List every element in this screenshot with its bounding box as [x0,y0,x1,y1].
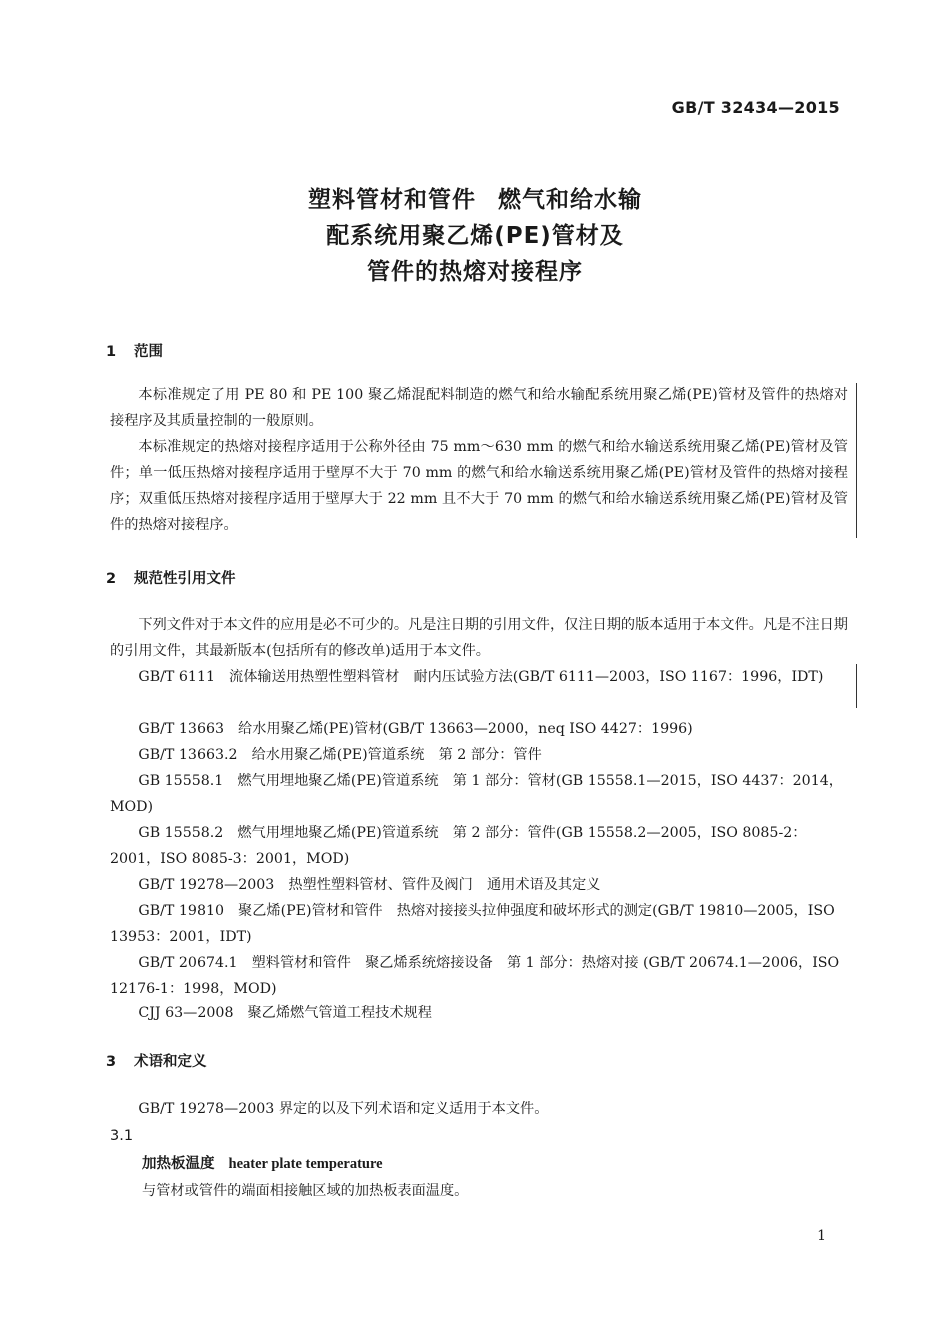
section-1-number: 1 [106,344,117,360]
reference-code: GB/T 20674.1 [138,955,238,971]
reference-item [110,768,848,820]
reference-text: 给水用聚乙烯(PE)管道系统 第 2 部分：管件 [251,747,542,763]
section-3-title: 术语和定义 [134,1054,207,1070]
section-1-paragraph-1: 本标准规定了用 PE 80 和 PE 100 聚乙烯混配料制造的燃气和给水输配系统用聚乙烯(PE)管材及管件的热熔对接程序及其质量控制的一般原则。 [110,387,848,429]
term-chinese: 加热板温度 [142,1156,215,1172]
section-3-number: 3 [106,1054,117,1070]
change-bar [856,383,857,538]
page-number: 1 [817,1228,826,1244]
section-1-paragraph-2: 本标准规定的热熔对接程序适用于公称外径由 75 mm～630 mm 的燃气和给水输送系统用聚乙烯(PE)管材及管件；单一低压热熔对接程序适用于壁厚不大于 70 mm 的燃气和给水输送系统用聚乙烯(PE)管材及管件的热熔对接程序；双重低压热熔对接程序适用于壁厚大于 22 mm 且不大于 70 mm 的燃气和给水输送系统用聚乙烯(PE)管材及管件的热熔对接程序。 [110,439,848,533]
term-heading [142,1152,383,1173]
reference-item [110,1000,848,1026]
reference-code: GB/T 19278—2003 [138,877,275,893]
reference-code: GB/T 19810 [138,903,225,919]
reference-code: GB 15558.1 [138,773,224,789]
subclause-number: 3.1 [110,1128,134,1144]
term-definition: 与管材或管件的端面相接触区域的加热板表面温度。 [142,1183,469,1199]
reference-code: GB/T 13663.2 [138,747,238,763]
title-line-1 [0,182,950,218]
reference-item [110,742,848,768]
reference-text: 燃气用埋地聚乙烯(PE)管道系统 第 1 部分：管材(GB 15558.1—2015，ISO 4437：2014，MOD) [110,773,843,815]
standard-number: GB/T 32434—2015 [671,98,840,117]
reference-item [110,950,848,1002]
section-3-intro: GB/T 19278—2003 界定的以及下列术语和定义适用于本文件。 [138,1101,549,1117]
reference-text: 热塑性塑料管材、管件及阀门 通用术语及其定义 [288,877,601,893]
title-line-2: 配系统用聚乙烯(PE)管材及 [326,223,624,249]
reference-text: 给水用聚乙烯(PE)管材(GB/T 13663—2000，neq ISO 4427：1996) [238,721,693,737]
title-line-1b: 燃气和给水输 [498,187,642,213]
section-2-number: 2 [106,571,117,587]
reference-code: GB/T 13663 [138,721,225,737]
reference-text: 聚乙烯燃气管道工程技术规程 [247,1005,432,1021]
reference-item [110,664,848,690]
section-1-heading [106,340,163,361]
reference-text: 流体输送用热塑性塑料管材 耐内压试验方法(GB/T 6111—2003，ISO 1167：1996，IDT) [229,669,824,685]
reference-text: 塑料管材和管件 聚乙烯系统熔接设备 第 1 部分：热熔对接 (GB/T 20674.1—2006，ISO 12176-1：1998，MOD) [110,955,840,997]
section-2-heading [106,567,236,588]
reference-item [110,716,848,742]
reference-item [110,872,848,898]
reference-text: 燃气用埋地聚乙烯(PE)管道系统 第 2 部分：管件(GB 15558.2—2005，ISO 8085-2：2001，ISO 8085-3：2001，MOD) [110,825,807,867]
change-bar [856,664,857,708]
reference-item [110,898,848,950]
section-2-intro: 下列文件对于本文件的应用是必不可少的。凡是注日期的引用文件，仅注日期的版本适用于本文件。凡是不注日期的引用文件，其最新版本(包括所有的修改单)适用于本文件。 [110,617,848,659]
section-3-heading [106,1050,207,1071]
section-1-title: 范围 [134,344,163,360]
reference-code: GB 15558.2 [138,825,224,841]
reference-text: 聚乙烯(PE)管材和管件 热熔对接接头拉伸强度和破坏形式的测定(GB/T 19810—2005，ISO 13953：2001，IDT) [110,903,835,945]
title-line-1a: 塑料管材和管件 [308,187,476,213]
document-title [0,182,950,290]
reference-code: CJJ 63—2008 [138,1005,234,1021]
section-2-title: 规范性引用文件 [134,571,236,587]
reference-item [110,820,848,872]
term-english: heater plate temperature [228,1156,383,1172]
reference-code: GB/T 6111 [138,669,216,685]
title-line-3: 管件的热熔对接程序 [367,259,583,285]
